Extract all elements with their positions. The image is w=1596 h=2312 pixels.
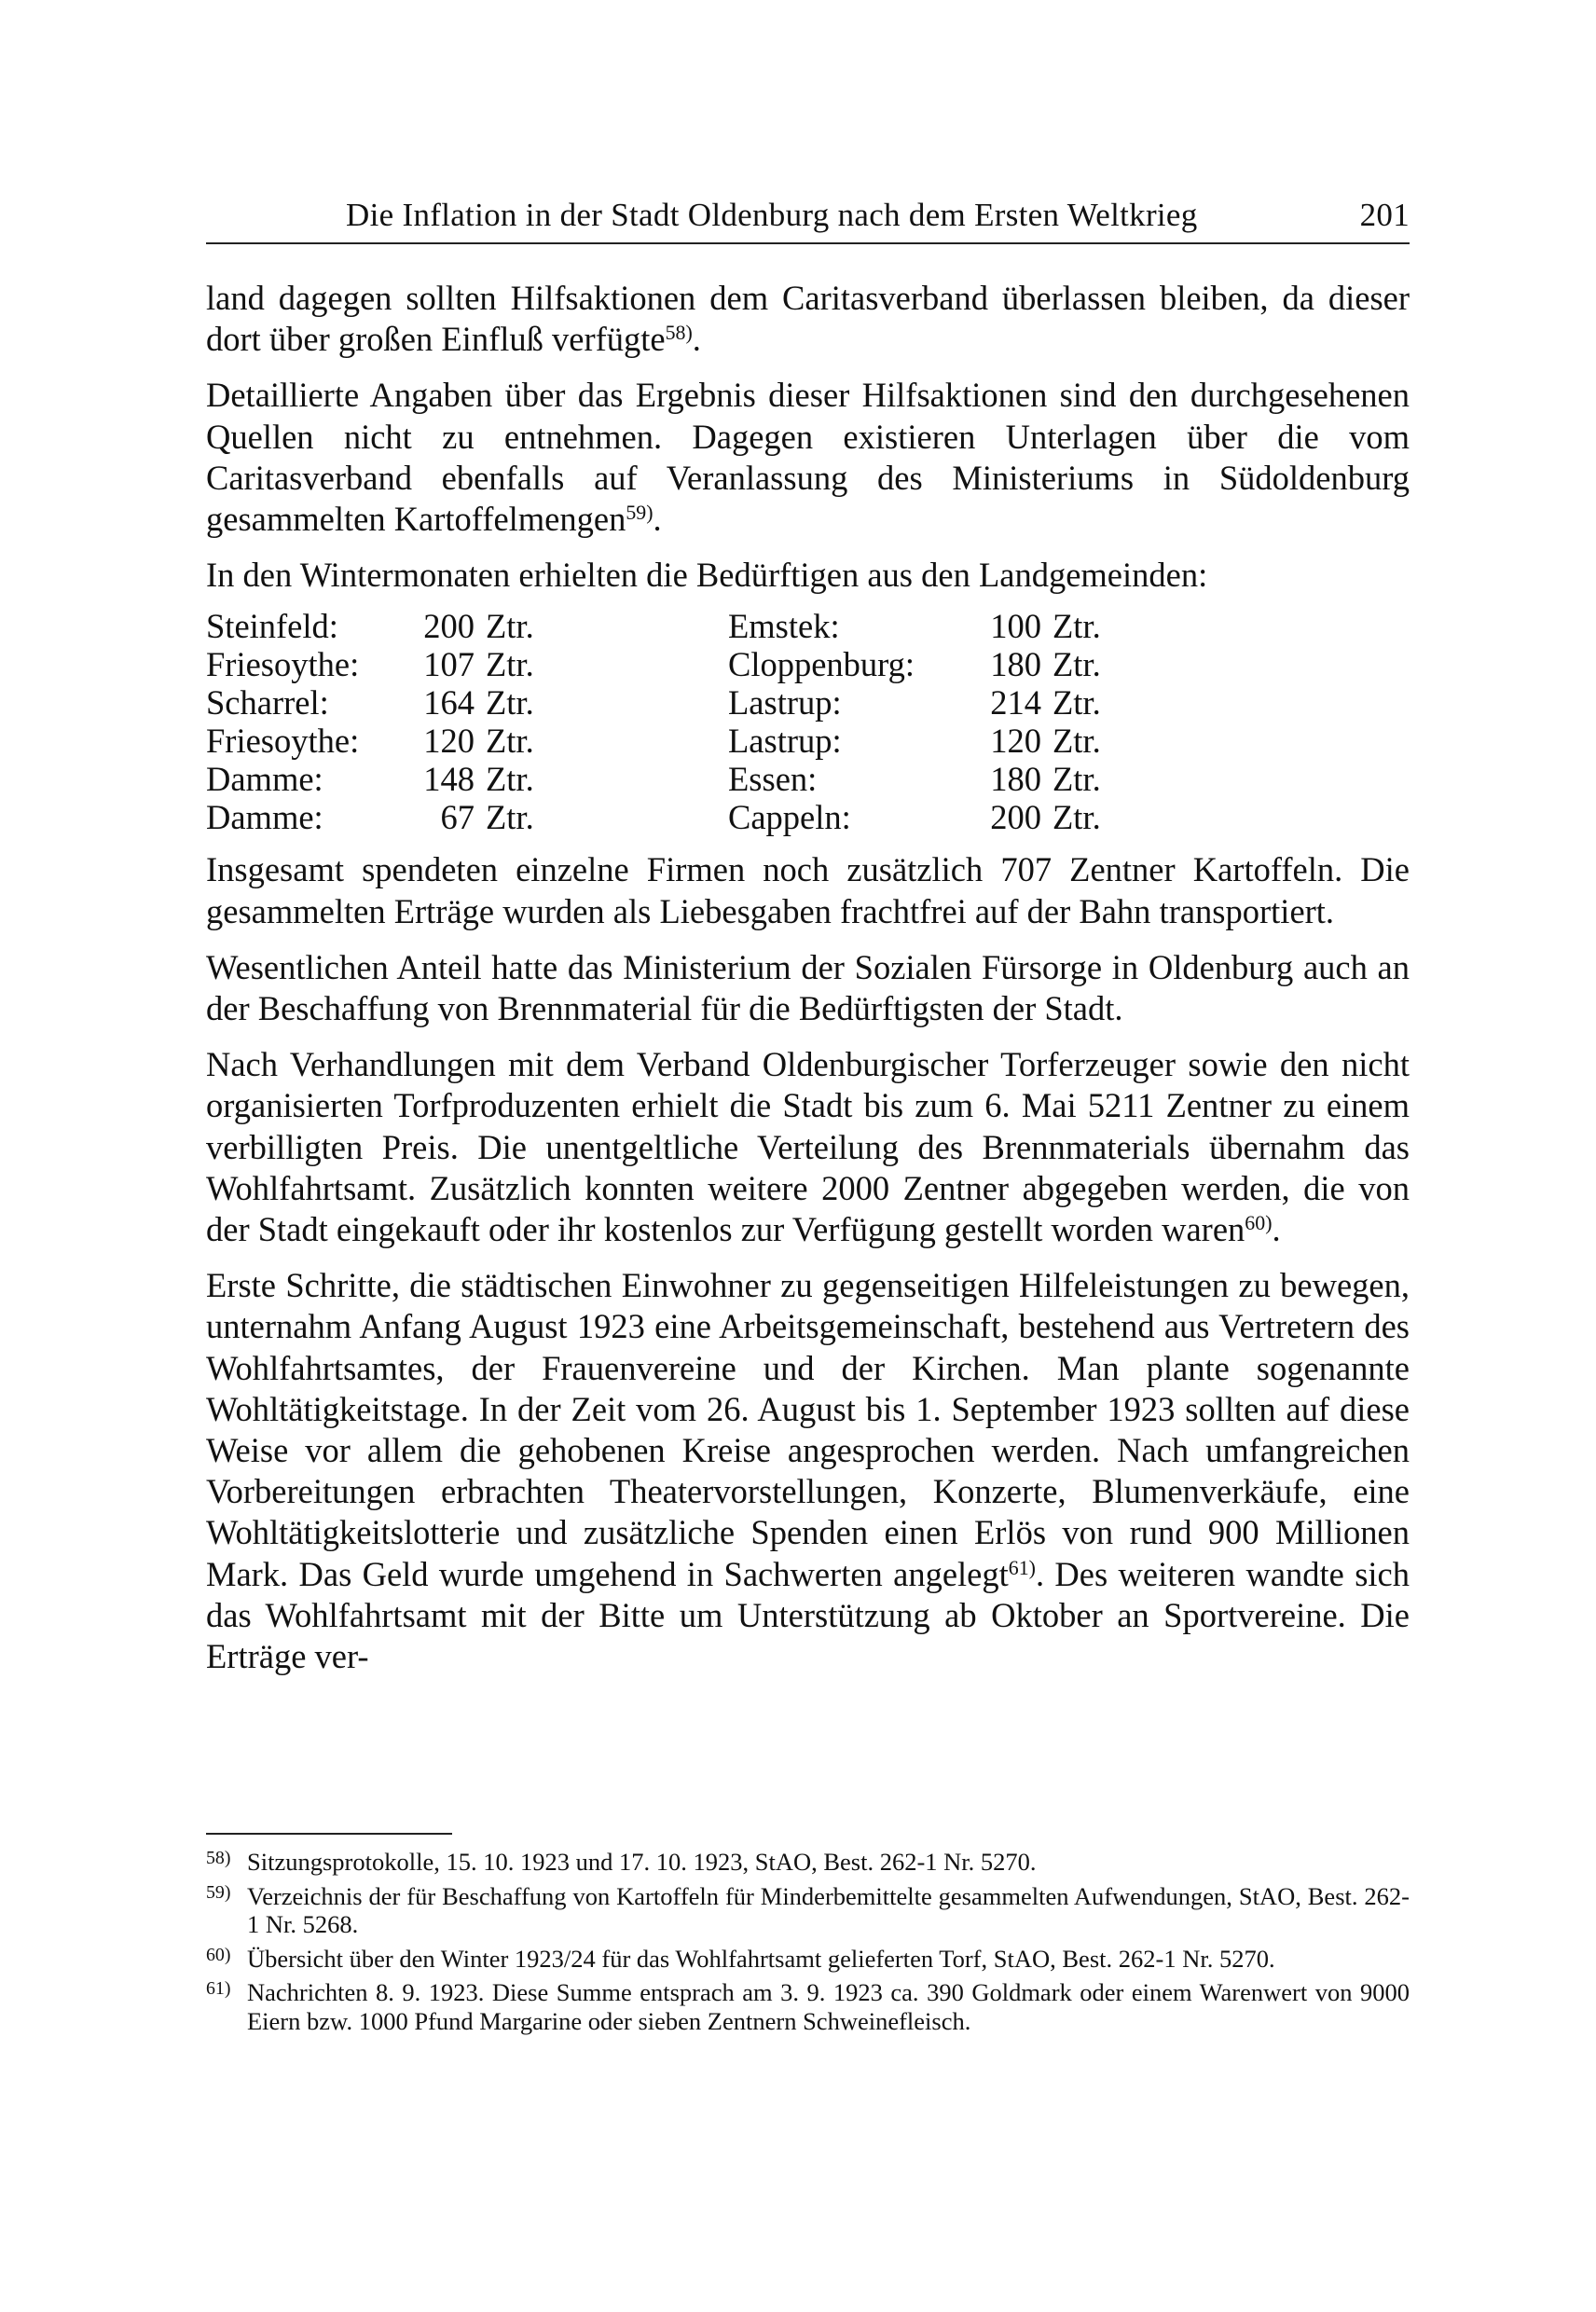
table-cell: 180 [990, 645, 1041, 684]
table-cell: Friesoythe: [206, 645, 360, 684]
table-cell: 214 [990, 683, 1041, 722]
table-cell: 148 [423, 760, 475, 799]
table-cell: Essen: [728, 760, 818, 799]
table-cell: Ztr. [486, 607, 534, 646]
table-cell: Ztr. [1053, 607, 1101, 646]
table-row [206, 683, 1410, 722]
table-row [206, 722, 1410, 760]
table-cell: Ztr. [1053, 760, 1101, 799]
paragraph: Wesentlichen Anteil hatte das Ministerium der Sozialen Fürsorge in Oldenburg auch an der Beschaffung von Brennmaterial für die Bedürftigsten der Stadt. [206, 947, 1410, 1028]
table-cell: Cappeln: [728, 798, 851, 837]
paragraph: Detaillierte Angaben über das Ergebnis dieser Hilfsaktionen sind den durchgesehenen Quellen nicht zu entnehmen. Dagegen existieren Unterlagen über die vom Caritasverband ebenfalls auf Veranlassung des Ministeriums in Südoldenburg gesammelten Kartoffelmengen$^{59)}$. [206, 376, 1410, 539]
table-cell: Damme: [206, 760, 323, 799]
table-cell: Cloppenburg: [728, 645, 915, 684]
table-cell: 180 [990, 760, 1041, 799]
footnote-ref: 59) [626, 500, 654, 524]
table-cell: Ztr. [486, 722, 534, 761]
footnote [206, 1882, 1410, 1939]
table-row [206, 760, 1410, 798]
table-cell: Steinfeld: [206, 607, 338, 646]
table-cell: Ztr. [486, 760, 534, 799]
table-cell: 200 [423, 607, 475, 646]
table-cell: Ztr. [1053, 722, 1101, 761]
footnote-number: 60) [206, 1944, 231, 1965]
paragraph: Erste Schritte, die städtischen Einwohner zu gegenseitigen Hilfeleistungen zu bewegen, unternahm Anfang August 1923 eine Arbeitsgemeinschaft, bestehend aus Vertretern des Wohlfahrtsamtes, der Frauenvereine und der Kirchen. Man plante sogenannte Wohltätigkeitstage. In der Zeit vom 26. August bis 1. September 1923 sollten auf diese Weise vor allem die gehobenen Kreise angesprochen werden. Nach umfangreichen Vorbereitungen erbrachten Theatervorstellungen, Konzerte, Blumenverkäufe, eine Wohltätigkeitslotterie und zusätzliche Spenden einen Erlös von rund 900 Millionen Mark. Das Geld wurde umgehend in Sachwerten angelegt$^{61)}$. Des weiteren wandte sich das Wohlfahrtsamt mit der Bitte um Unterstützung ab Oktober an Sportvereine. Die Erträge ver- [206, 1266, 1410, 1676]
table-row [206, 645, 1410, 683]
footnote-ref: 61) [1008, 1555, 1036, 1579]
footnote-text: Verzeichnis der für Beschaffung von Kartoffeln für Minderbemittelte gesammelten Aufwendungen, StAO, Best. 262-1 Nr. 5268. [247, 1881, 1410, 1939]
table-cell: 100 [990, 607, 1041, 646]
table-cell: 107 [423, 645, 475, 684]
footnote-ref: 60) [1245, 1211, 1273, 1235]
table-cell: 120 [423, 722, 475, 761]
table-cell: Ztr. [486, 645, 534, 684]
running-title: Die Inflation in der Stadt Oldenburg nach dem Ersten Weltkrieg [346, 197, 1198, 233]
footnote-number: 59) [206, 1881, 231, 1903]
table-cell: Ztr. [1053, 645, 1101, 684]
table-cell: Ztr. [1053, 683, 1101, 722]
paragraph: land dagegen sollten Hilfsaktionen dem Caritasverband überlassen bleiben, da dieser dort über großen Einfluß verfügte$^{58)}$. [206, 279, 1410, 359]
table-cell: 164 [423, 683, 475, 722]
table-cell: Lastrup: [728, 722, 842, 761]
footnote-rule [206, 1833, 452, 1835]
body-text [206, 278, 1410, 1692]
footnote-text: Sitzungsprotokolle, 15. 10. 1923 und 17. 10. 1923, StAO, Best. 262-1 Nr. 5270. [247, 1848, 1037, 1876]
footnote-text: Übersicht über den Winter 1923/24 für das Wohlfahrtsamt gelieferten Torf, StAO, Best. 262-1 Nr. 5270. [247, 1944, 1275, 1973]
footnote-ref: 58) [665, 321, 693, 345]
table-cell: Ztr. [1053, 798, 1101, 837]
table-cell: Lastrup: [728, 683, 842, 722]
footnote [206, 1978, 1410, 2035]
table-cell: Friesoythe: [206, 722, 360, 761]
footnote-text: Nachrichten 8. 9. 1923. Diese Summe entsprach am 3. 9. 1923 ca. 390 Goldmark oder einem Warenwert von 9000 Eiern bzw. 1000 Pfund Margarine oder sieben Zentnern Schweinefleisch. [247, 1978, 1410, 2035]
table-cell: Emstek: [728, 607, 840, 646]
paragraph: Insgesamt spendeten einzelne Firmen noch zusätzlich 707 Zentner Kartoffeln. Die gesammelten Erträge wurden als Liebesgaben frachtfrei auf der Bahn transportiert. [206, 850, 1410, 930]
table-cell: 200 [990, 798, 1041, 837]
footnote-number: 61) [206, 1978, 231, 2000]
table-cell: Damme: [206, 798, 323, 837]
page-number: 201 [1359, 197, 1410, 233]
footnote [206, 1945, 1410, 1974]
table-row [206, 798, 1410, 836]
table-cell: Ztr. [486, 798, 534, 837]
table-cell: 120 [990, 722, 1041, 761]
paragraph: In den Wintermonaten erhielten die Bedürftigen aus den Landgemeinden: [206, 556, 1208, 595]
table-cell: Ztr. [486, 683, 534, 722]
potato-table [206, 607, 1410, 836]
footnote-number: 58) [206, 1848, 231, 1869]
table-cell: 67 [440, 798, 475, 837]
header-rule [206, 242, 1410, 244]
paragraph: Nach Verhandlungen mit dem Verband Oldenburgischer Torferzeuger sowie den nicht organisierten Torfproduzenten erhielt die Stadt bis zum 6. Mai 5211 Zentner zu einem verbilligten Preis. Die unentgeltliche Verteilung des Brennmaterials übernahm das Wohlfahrtsamt. Zusätzlich konnten weitere 2000 Zentner abgegeben werden, die von der Stadt eingekauft oder ihr kostenlos zur Verfügung gestellt worden waren$^{60)}$. [206, 1045, 1410, 1249]
footnotes [206, 1848, 1410, 2042]
table-cell: Scharrel: [206, 683, 329, 722]
footnote [206, 1848, 1410, 1877]
table-row [206, 607, 1410, 645]
